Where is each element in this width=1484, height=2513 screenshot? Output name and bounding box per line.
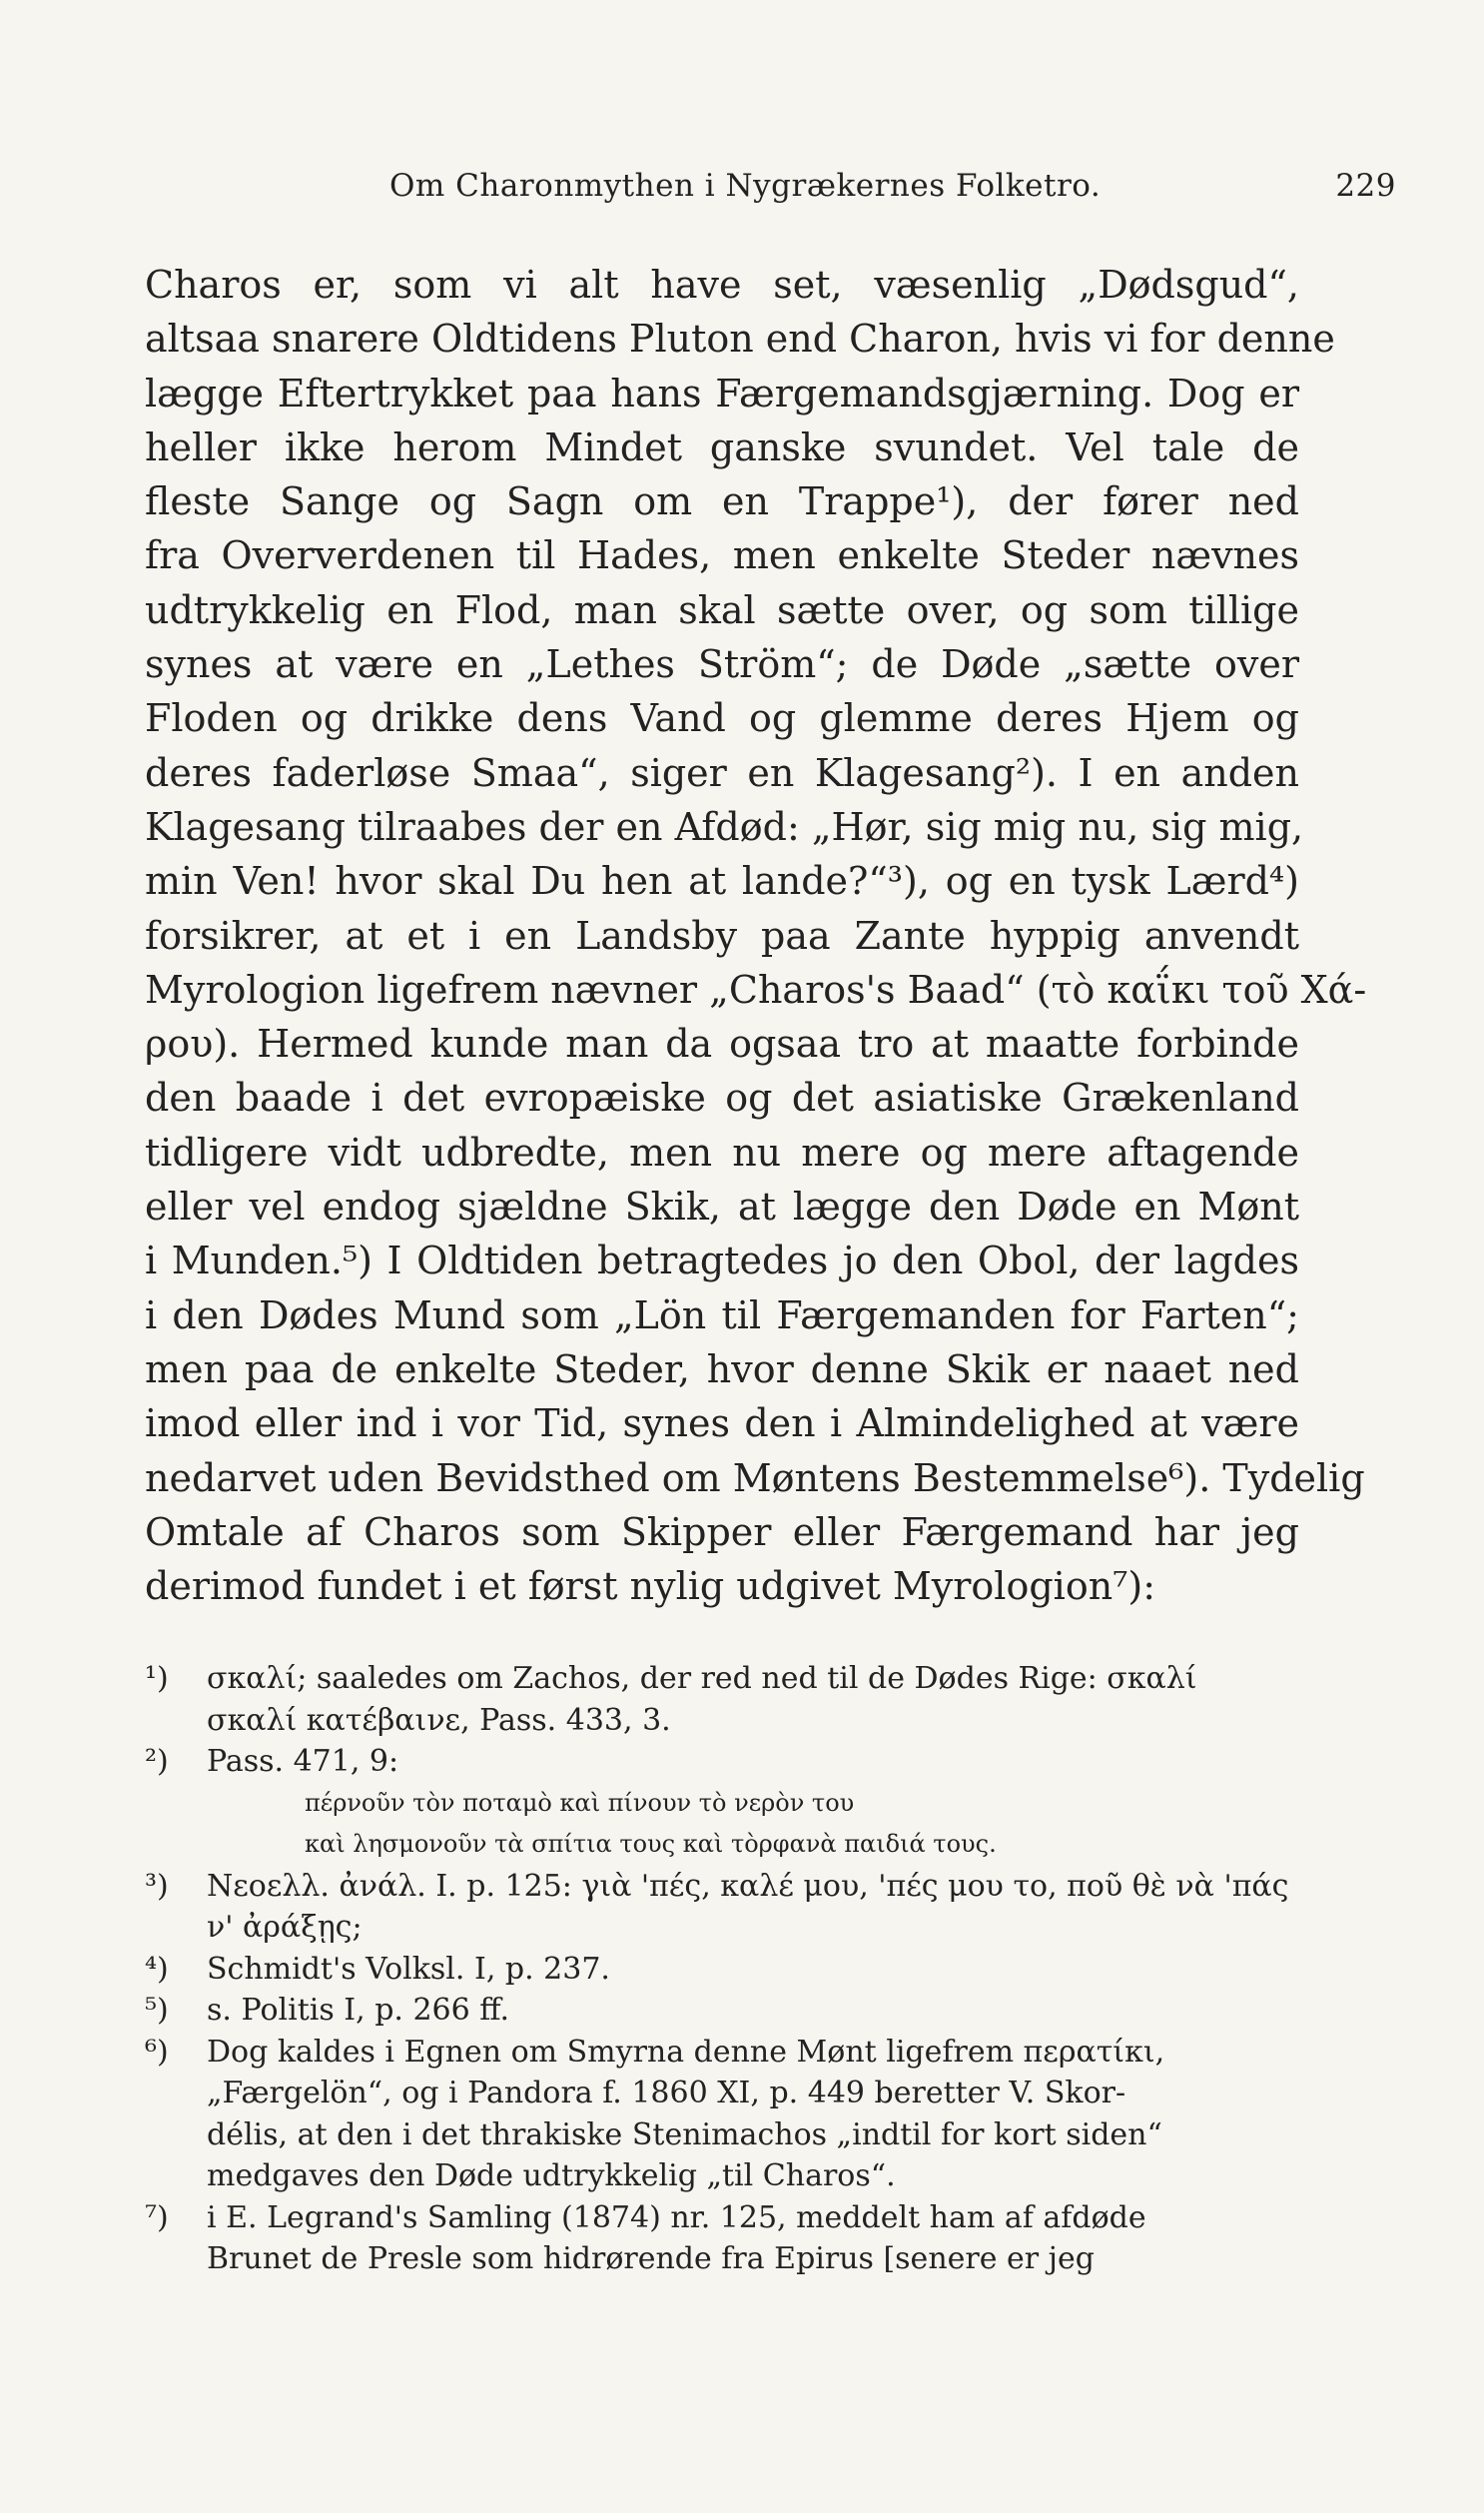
footnote-mark: ³) bbox=[145, 1868, 169, 1904]
body-line: deres faderløse Smaa“, siger en Klagesang²). I en anden bbox=[145, 750, 1299, 795]
footnote-text: Schmidt's Volksl. I, p. 237. bbox=[207, 1951, 610, 1987]
body-line: lægge Eftertrykket paa hans Færgemandsgjærning. Dog er bbox=[145, 371, 1299, 416]
body-line: ρου). Hermed kunde man da ogsaa tro at maatte forbinde bbox=[145, 1022, 1299, 1067]
body-line: fra Oververdenen til Hades, men enkelte Steder nævnes bbox=[145, 533, 1299, 578]
body-line: nedarvet uden Bevidsthed om Møntens Bestemmelse⁶). Tydelig bbox=[145, 1455, 1365, 1500]
footnote-line bbox=[145, 1866, 1308, 1908]
footnote-text: σκαλί κατέβαινε, Pass. 433, 3. bbox=[207, 1702, 671, 1738]
footnote-text: σκαλί; saaledes om Zachos, der red ned til de Dødes Rige: σκαλί bbox=[207, 1661, 1197, 1696]
header-title: Om Charonmythen i Nygrækernes Folketro. bbox=[389, 168, 1102, 204]
body-line: altsaa snarere Oldtidens Pluton end Charon, hvis vi for denne bbox=[145, 317, 1335, 362]
footnote-text: „Færgelön“, og i Pandora f. 1860 XI, p. 449 beretter V. Skor- bbox=[207, 2076, 1126, 2110]
body-line: den baade i det evropæiske og det asiatiske Grækenland bbox=[145, 1076, 1299, 1121]
body-line: imod eller ind i vor Tid, synes den i Almindelighed at være bbox=[145, 1401, 1299, 1446]
footnote-greek-verse: καὶ λησμονοῦν τὰ σπίτια τους καὶ τὸρφανὰ παιδιά τους. bbox=[305, 1830, 997, 1858]
footnote-mark: ¹) bbox=[145, 1661, 169, 1696]
body-line: derimod fundet i et først nylig udgivet Myrologion⁷): bbox=[145, 1564, 1156, 1609]
footnote-text: i E. Legrand's Samling (1874) nr. 125, meddelt ham af afdøde bbox=[207, 2199, 1146, 2235]
page-number: 229 bbox=[1335, 168, 1396, 204]
footnote-text: ν' ἀράξῃς; bbox=[207, 1910, 363, 1945]
footnote-line bbox=[145, 2197, 1308, 2239]
footnote-text: délis, at den i det thrakiske Stenimachos „indtil for kort siden“ bbox=[207, 2116, 1162, 2152]
footnote-line bbox=[145, 1658, 1308, 1700]
footnote-line bbox=[145, 2155, 1308, 2197]
body-line: Klagesang tilraabes der en Afdød: „Hør, sig mig nu, sig mig, bbox=[145, 804, 1304, 849]
footnote-line bbox=[145, 1907, 1308, 1949]
body-line: Floden og drikke dens Vand og glemme deres Hjem og bbox=[145, 696, 1299, 741]
body-line: Charos er, som vi alt have set, væsenlig „Dødsgud“, bbox=[145, 263, 1299, 307]
body-line: i den Dødes Mund som „Lön til Færgemanden for Farten“; bbox=[145, 1292, 1299, 1337]
footnote-text: Brunet de Presle som hidrørende fra Epirus [senere er jeg bbox=[207, 2241, 1095, 2276]
body-line: men paa de enkelte Steder, hvor denne Skik er naaet ned bbox=[145, 1346, 1299, 1391]
footnote-line bbox=[145, 1949, 1308, 1991]
footnote-line bbox=[145, 1990, 1308, 2032]
footnote-mark: ⁶) bbox=[145, 2034, 169, 2070]
footnote-line bbox=[145, 1741, 1308, 1783]
body-line: Omtale af Charos som Skipper eller Færgemand har jeg bbox=[145, 1509, 1299, 1554]
footnotes bbox=[145, 1658, 1308, 2280]
footnote-text: s. Politis I, p. 266 ff. bbox=[207, 1993, 510, 2028]
footnote-mark: ⁴) bbox=[145, 1951, 169, 1987]
body-line: tidligere vidt udbredte, men nu mere og mere aftagende bbox=[145, 1130, 1299, 1175]
footnote-mark: ²) bbox=[145, 1744, 169, 1779]
body-line: eller vel endog sjældne Skik, at lægge den Døde en Mønt bbox=[145, 1185, 1299, 1230]
footnote-mark: ⁷) bbox=[145, 2199, 169, 2235]
body-line: heller ikke herom Mindet ganske svundet. Vel tale de bbox=[145, 424, 1299, 469]
footnote-line bbox=[145, 1700, 1308, 1742]
body-line: synes at være en „Lethes Ström“; de Døde „sætte over bbox=[145, 642, 1299, 687]
body-line: Myrologion ligefrem nævner „Charos's Baad“ (τὸ καΐκι τοῦ Χά- bbox=[145, 967, 1367, 1012]
footnote-line bbox=[145, 2238, 1308, 2280]
footnote-line bbox=[145, 2073, 1308, 2114]
body-line: udtrykkelig en Flod, man skal sætte over, og som tillige bbox=[145, 587, 1299, 632]
footnote-line bbox=[145, 2032, 1308, 2074]
footnote-text: Νεοελλ. ἀνάλ. I. p. 125: γιὰ 'πές, καλέ μου, 'πές μου το, ποῦ θὲ νὰ 'πάς bbox=[207, 1868, 1289, 1904]
footnote-text: Pass. 471, 9: bbox=[207, 1744, 399, 1779]
body-line: fleste Sange og Sagn om en Trappe¹), der fører ned bbox=[145, 479, 1299, 524]
body-line: min Ven! hvor skal Du hen at lande?“³), og en tysk Lærd⁴) bbox=[145, 859, 1299, 904]
body-line: forsikrer, at et i en Landsby paa Zante hyppig anvendt bbox=[145, 913, 1299, 958]
footnote-text: Dog kaldes i Egnen om Smyrna denne Mønt ligefrem περατίκι, bbox=[207, 2034, 1165, 2070]
footnote-mark: ⁵) bbox=[145, 1993, 169, 2028]
footnote-greek-verse: πέρνοῦν τὸν ποταμὸ καὶ πίνουν τὸ νερὸν του bbox=[305, 1788, 855, 1817]
footnote-text: medgaves den Døde udtrykkelig „til Charos“. bbox=[207, 2158, 896, 2193]
body-text bbox=[145, 258, 1367, 1613]
footnote-line bbox=[145, 2114, 1308, 2156]
body-line: i Munden.⁵) I Oldtiden betragtedes jo den Obol, der lagdes bbox=[145, 1239, 1299, 1283]
